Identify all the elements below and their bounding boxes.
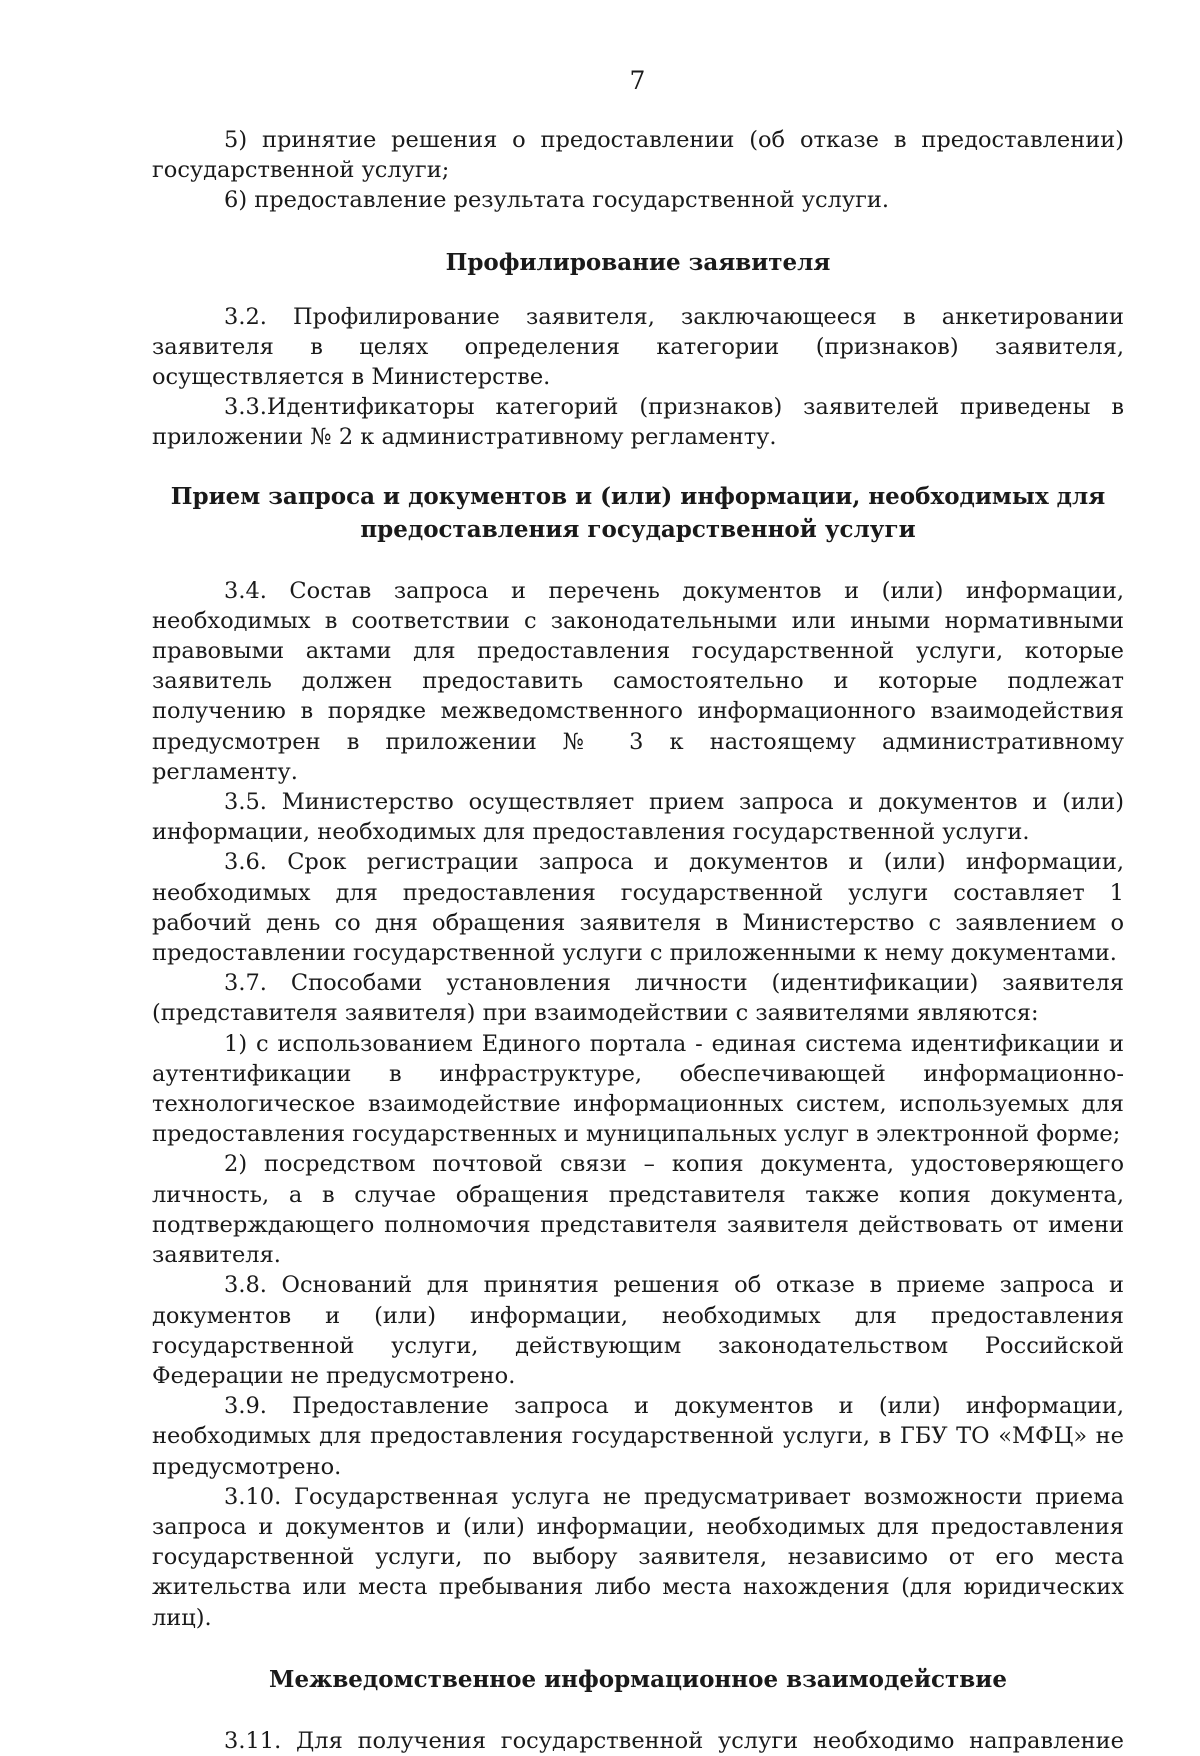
list-item: 1) с использованием Единого портала - единая система идентификации и аутентификации в инфраструктуре, обеспечивающей информационно-технологическое взаимодействие информационных систем, используемых для предоставления государственных и муниципальных услуг в электронной форме; <box>152 1030 1124 1148</box>
section-heading-reception: Прием запроса и документов и (или) информации, необходимых для предоставления государственной услуги <box>170 482 1106 543</box>
paragraph: 3.2. Профилирование заявителя, заключающееся в анкетировании заявителя в целях определения категории (признаков) заявителя, осуществляется в Министерстве. <box>152 303 1124 391</box>
document-body <box>152 125 1124 1756</box>
section-heading-profiling: Профилирование заявителя <box>445 248 831 276</box>
paragraph: 3.8. Оснований для принятия решения об отказе в приеме запроса и документов и (или) информации, необходимых для предоставления государственной услуги, действующим законодательством Российской Федерации не предусмотрено. <box>152 1272 1124 1389</box>
page-number: 7 <box>629 66 646 95</box>
list-item: 2) посредством почтовой связи – копия документа, удостоверяющего личность, а в случае обращения представителя также копия документа, подтверждающего полномочия представителя заявителя действовать от имени заявителя. <box>152 1151 1124 1269</box>
section-heading-interagency: Межведомственное информационное взаимодействие <box>269 1665 1007 1693</box>
paragraph: 3.11. Для получения государственной услуги необходимо направление <box>224 1727 1124 1754</box>
paragraph: 3.10. Государственная услуга не предусматривает возможности приема запроса и документов и (или) информации, необходимых для предоставления государственной услуги, по выбору заявителя, независимо от его места жительства или места пребывания либо места нахождения (для юридических лиц). <box>152 1483 1124 1631</box>
paragraph: 5) принятие решения о предоставлении (об отказе в предоставлении) государственной услуги; <box>152 127 1124 184</box>
paragraph: 3.5. Министерство осуществляет прием запроса и документов и (или) информации, необходимых для предоставления государственной услуги. <box>152 789 1124 846</box>
paragraph: 6) предоставление результата государственной услуги. <box>224 187 890 214</box>
paragraph: 3.3.Идентификаторы категорий (признаков) заявителей приведены в приложении № 2 к административному регламенту. <box>152 394 1124 451</box>
paragraph: 3.6. Срок регистрации запроса и документов и (или) информации, необходимых для предоставления государственной услуги составляет 1 рабочий день со дня обращения заявителя в Министерство с заявлением о предоставлении государственной услуги с приложенными к нему документами. <box>152 849 1124 967</box>
paragraph: 3.7. Способами установления личности (идентификации) заявителя (представителя заявителя) при взаимодействии с заявителями являются: <box>152 970 1124 1027</box>
paragraph: 3.9. Предоставление запроса и документов и (или) информации, необходимых для предоставления государственной услуги, в ГБУ ТО «МФЦ» не предусмотрено. <box>152 1393 1124 1480</box>
paragraph: 3.4. Состав запроса и перечень документов и (или) информации, необходимых в соответствии с законодательными или иными нормативными правовыми актами для предоставления государственной услуги, которые заявитель должен предоставить самостоятельно и которые подлежат получению в порядке межведомственного информационного взаимодействия предусмотрен в приложении № 3 к настоящему административному регламенту. <box>152 577 1124 785</box>
